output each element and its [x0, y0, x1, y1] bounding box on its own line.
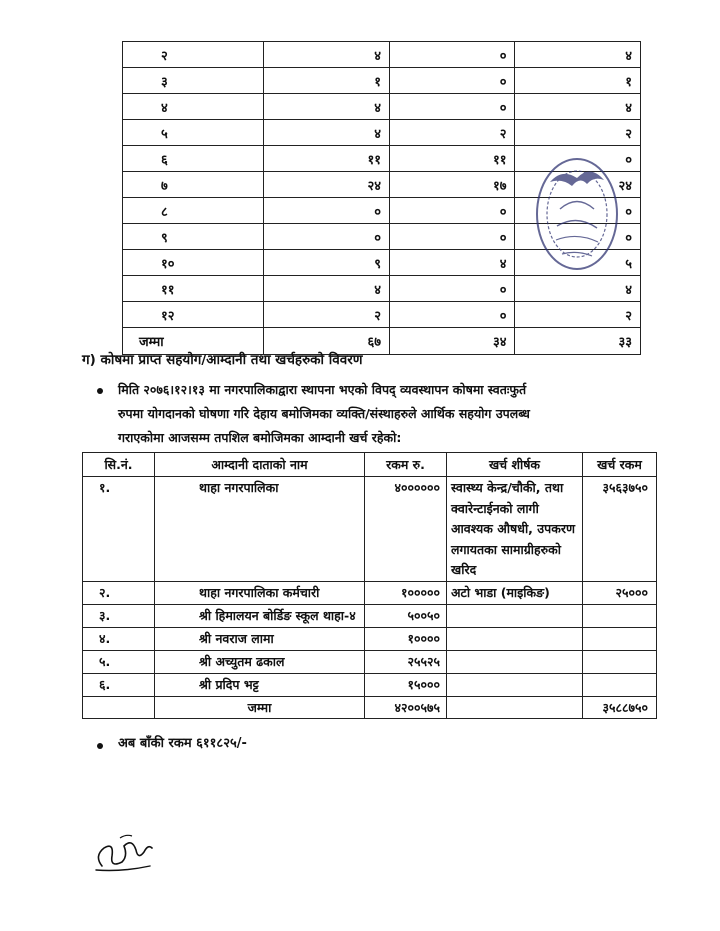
value-cell: १७ [389, 172, 515, 198]
expense-head-cell [447, 627, 583, 650]
serial-cell: ३. [83, 604, 155, 627]
value-cell: ० [389, 302, 515, 328]
value-cell: ० [389, 198, 515, 224]
amount-cell: ४०००००० [365, 477, 447, 582]
total-value: ३३ [515, 328, 641, 355]
income-expense-table [82, 452, 657, 719]
expense-amount-cell [583, 650, 657, 673]
blank-cell [83, 696, 155, 718]
row-number: १० [123, 250, 264, 276]
expense-amount-cell: ३५६३७५० [583, 477, 657, 582]
donor-cell: श्री अच्युतम ढकाल [155, 650, 365, 673]
header-expense-head: खर्च शीर्षक [447, 453, 583, 477]
row-number: ६ [123, 146, 264, 172]
value-cell: ० [264, 224, 390, 250]
value-cell: २ [264, 302, 390, 328]
bullet-icon [97, 388, 103, 394]
expense-head-cell: स्वास्थ्य केन्द्र/चौकी, तथा क्वारेन्टाईनको लागी आवश्यक औषधी, उपकरण लगायतका सामाग्रीहरुको खरिद [447, 477, 583, 582]
total-expense: ३५८८७५० [583, 696, 657, 718]
value-cell: ४ [389, 250, 515, 276]
intro-paragraph [98, 378, 638, 450]
table-row [83, 604, 657, 627]
section-heading: ग) कोषमा प्राप्त सहयोग/आम्दानी तथा खर्चहरुको विवरण [82, 352, 363, 368]
value-cell: ४ [515, 42, 641, 68]
table-row [83, 581, 657, 604]
value-cell: ० [515, 224, 641, 250]
header-sn: सि.नं. [83, 453, 155, 477]
value-cell: ० [389, 224, 515, 250]
value-cell: ५ [515, 250, 641, 276]
row-number: ७ [123, 172, 264, 198]
table-row [123, 68, 641, 94]
total-value: ३४ [389, 328, 515, 355]
amount-cell: २५५२५ [365, 650, 447, 673]
table-row [123, 94, 641, 120]
blank-cell [447, 696, 583, 718]
expense-head-cell [447, 673, 583, 696]
value-cell: ० [264, 198, 390, 224]
table-row [123, 120, 641, 146]
value-cell: २ [389, 120, 515, 146]
amount-cell: १००००० [365, 581, 447, 604]
expense-amount-cell [583, 604, 657, 627]
paragraph-line: गराएकोमा आजसम्म तपशिल बमोजिमका आम्दानी खर्च रहेको: [118, 430, 402, 445]
value-cell: २ [515, 120, 641, 146]
value-cell: ० [389, 94, 515, 120]
value-cell: ११ [264, 146, 390, 172]
value-cell: ४ [264, 120, 390, 146]
serial-cell: १. [83, 477, 155, 582]
value-cell: ४ [264, 94, 390, 120]
serial-cell: ४. [83, 627, 155, 650]
table-row [123, 276, 641, 302]
value-cell: २ [515, 302, 641, 328]
total-row [83, 696, 657, 718]
table-row [83, 673, 657, 696]
signature-icon [92, 826, 158, 874]
expense-head-cell [447, 604, 583, 627]
remaining-note [98, 733, 247, 751]
value-cell: ० [389, 276, 515, 302]
expense-head-cell [447, 650, 583, 673]
serial-cell: २. [83, 581, 155, 604]
value-cell: ४ [264, 42, 390, 68]
value-cell: ० [515, 146, 641, 172]
table-row [123, 42, 641, 68]
amount-cell: १५००० [365, 673, 447, 696]
row-number: ४ [123, 94, 264, 120]
value-cell: ४ [515, 276, 641, 302]
row-number: ५ [123, 120, 264, 146]
expense-amount-cell [583, 673, 657, 696]
table-header-row [83, 453, 657, 477]
total-value: ६७ [264, 328, 390, 355]
row-number: ८ [123, 198, 264, 224]
serial-cell: ६. [83, 673, 155, 696]
total-amount: ४२००५७५ [365, 696, 447, 718]
amount-cell: ५००५० [365, 604, 447, 627]
expense-head-cell: अटो भाडा (माइकिङ) [447, 581, 583, 604]
value-cell: ११ [389, 146, 515, 172]
row-number: ९ [123, 224, 264, 250]
donor-cell: श्री नवराज लामा [155, 627, 365, 650]
header-amount: रकम रु. [365, 453, 447, 477]
row-number: ३ [123, 68, 264, 94]
donor-cell: थाहा नगरपालिका कर्मचारी [155, 581, 365, 604]
value-cell: ० [389, 42, 515, 68]
value-cell: १ [515, 68, 641, 94]
bullet-icon [97, 743, 103, 749]
row-number: ११ [123, 276, 264, 302]
row-number: २ [123, 42, 264, 68]
total-label: जम्मा [155, 696, 365, 718]
row-number: १२ [123, 302, 264, 328]
value-cell: २४ [515, 172, 641, 198]
remaining-text: अब बाँकी रकम ६११८२५/- [118, 736, 247, 751]
serial-cell: ५. [83, 650, 155, 673]
amount-cell: १०००० [365, 627, 447, 650]
value-cell: ९ [264, 250, 390, 276]
donor-cell: थाहा नगरपालिका [155, 477, 365, 582]
donor-cell: श्री प्रदिप भट्ट [155, 673, 365, 696]
value-cell: १ [264, 68, 390, 94]
expense-amount-cell: २५००० [583, 581, 657, 604]
value-cell: ० [515, 198, 641, 224]
header-expense-amount: खर्च रकम [583, 453, 657, 477]
total-label: जम्मा [123, 328, 264, 355]
donor-cell: श्री हिमालयन बोर्डिङ स्कूल थाहा-४ [155, 604, 365, 627]
value-cell: ४ [264, 276, 390, 302]
value-cell: २४ [264, 172, 390, 198]
table-row [123, 302, 641, 328]
value-cell: ४ [515, 94, 641, 120]
table-row [83, 627, 657, 650]
expense-amount-cell [583, 627, 657, 650]
table-row [83, 477, 657, 582]
paragraph-line: रुपमा योगदानको घोषणा गरि देहाय बमोजिमका व्यक्ति/संस्थाहरुले आर्थिक सहयोग उपलब्ध [118, 406, 530, 421]
value-cell: ० [389, 68, 515, 94]
paragraph-line: मिति २०७६।१२।१३ मा नगरपालिकाद्वारा स्थापना भएको विपद् व्यवस्थापन कोषमा स्वतःफुर्त [118, 382, 527, 397]
table-row [83, 650, 657, 673]
office-seal-icon [532, 154, 622, 272]
header-donor: आम्दानी दाताको नाम [155, 453, 365, 477]
